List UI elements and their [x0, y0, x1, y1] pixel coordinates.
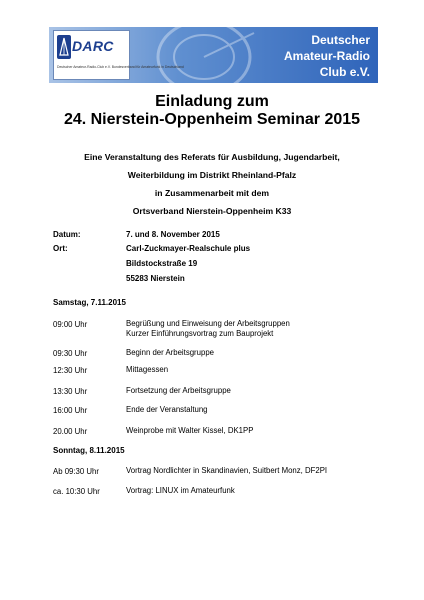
subtitle-line: in Zusammenarbeit mit dem [154, 188, 270, 198]
darc-logo [53, 30, 184, 80]
place-line: Carl-Zuckmayer-Realschule plus [126, 244, 251, 253]
schedule-time: ca. 10:30 Uhr [53, 487, 100, 496]
schedule-description: Ende der Veranstaltung [126, 405, 208, 414]
date-value: 7. und 8. November 2015 [126, 230, 220, 239]
title-line-1: Einladung zum [155, 93, 269, 110]
darc-logo-fine-print: Deutscher Amateur-Radio-Club e.V. Bundesverband für Amateurfunk in Deutschland [57, 65, 184, 69]
schedule-description: Weinprobe mit Walter Kissel, DK1PP [126, 426, 254, 435]
schedule-description: Beginn der Arbeitsgruppe [126, 348, 214, 357]
schedule-time: Ab 09:30 Uhr [53, 467, 99, 476]
schedule-time: 20.00 Uhr [53, 427, 88, 436]
schedule-time: 16:00 Uhr [53, 406, 88, 415]
schedule-description: Vortrag: LINUX im Amateurfunk [126, 486, 235, 495]
schedule-time: 12:30 Uhr [53, 366, 88, 375]
title-line-2: 24. Nierstein-Oppenheim Seminar 2015 [63, 111, 361, 128]
schedule-description [126, 319, 290, 339]
day2-heading: Sonntag, 8.11.2015 [53, 446, 125, 455]
date-label: Datum: [53, 230, 81, 239]
schedule-description: Vortrag Nordlichter in Skandinavien, Suitbert Monz, DF2PI [126, 466, 328, 475]
schedule-description: Fortsetzung der Arbeitsgruppe [126, 386, 231, 395]
schedule-description-line: Kurzer Einführungsvortrag zum Bauprojekt [126, 329, 274, 338]
subtitle-line: Eine Veranstaltung des Referats für Ausbildung, Jugendarbeit, [84, 152, 340, 162]
place-label: Ort: [53, 244, 68, 253]
subtitle-line: Weiterbildung im Distrikt Rheinland-Pfalz [127, 170, 297, 180]
darc-wordmark: DARC [72, 38, 114, 54]
schedule-time: 09:30 Uhr [53, 349, 88, 358]
place-line: Bildstockstraße 19 [126, 259, 198, 268]
club-name [284, 32, 370, 80]
schedule-time: 13:30 Uhr [53, 387, 88, 396]
satellite-dish-graphic [144, 27, 294, 83]
day1-heading: Samstag, 7.11.2015 [53, 298, 126, 307]
club-name-line: Amateur-Radio [283, 49, 370, 63]
darc-emblem-icon [57, 35, 71, 59]
schedule-time: 09:00 Uhr [53, 320, 88, 329]
darc-header-banner [49, 27, 378, 83]
subtitle-line: Ortsverband Nierstein-Oppenheim K33 [132, 206, 292, 216]
club-name-line: Deutscher [311, 33, 370, 47]
schedule-description: Mittagessen [126, 365, 169, 374]
schedule-description-line: Begrüßung und Einweisung der Arbeitsgruppen [126, 319, 290, 328]
place-line: 55283 Nierstein [126, 274, 185, 283]
club-name-line: Club e.V. [319, 65, 370, 79]
